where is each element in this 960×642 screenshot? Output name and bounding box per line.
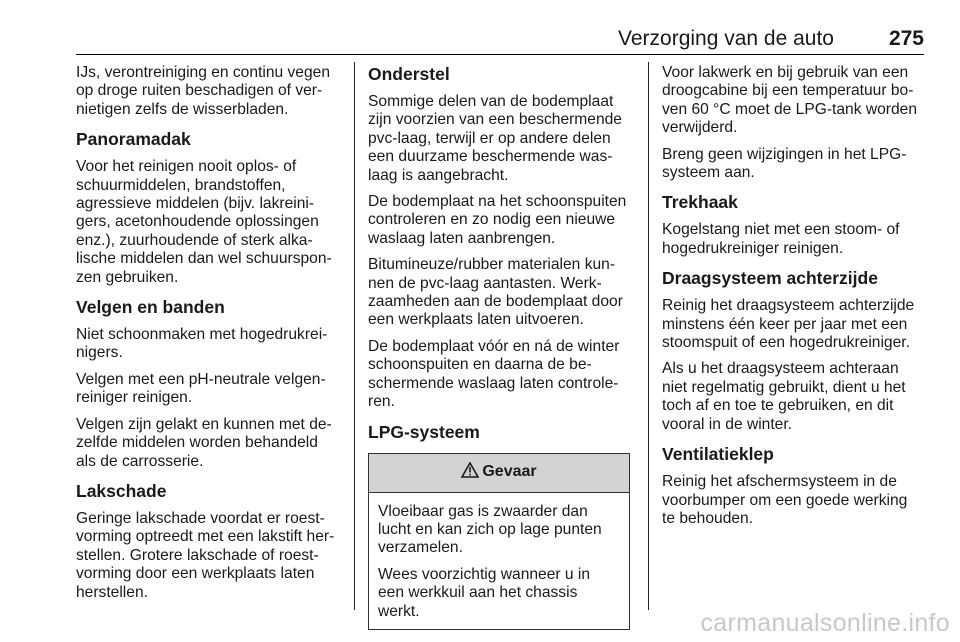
paragraph: Breng geen wijzigingen in het LPG- systeem aan. [662, 145, 907, 182]
heading-lpg: LPG-systeem [368, 421, 480, 442]
paragraph: De bodemplaat na het schoonspuiten controleren en zo nodig een nieuwe waslaag laten aanbrengen. [368, 193, 627, 247]
page-title: Verzorging van de auto [618, 27, 834, 50]
paragraph: Voor het reinigen nooit oplos- of schuurmiddelen, brandstoffen, agressieve middelen (bijv. lakreini- gers, acetonhoudende oplossingen enz.), zuurhoudende of sterk alka- lische middelen dan wel schuurspon- zen gebruiken. [76, 158, 332, 286]
paragraph: Sommige delen van de bodemplaat zijn voorzien van een beschermende pvc-laag, terwijl er op andere delen een duurzame beschermende was- laag is aangebracht. [368, 93, 622, 184]
paragraph: Vloeibaar gas is zwaarder dan lucht en kan zich op lage punten verzamelen. [378, 502, 602, 557]
paragraph: Voor lakwerk en bij gebruik van een droogcabine bij een temperatuur bo- ven 60 °C moet de LPG-tank worden verwijderd. [662, 64, 918, 137]
heading-lakschade: Lakschade [76, 480, 167, 501]
heading-onderstel: Onderstel [368, 64, 450, 84]
column-divider [648, 62, 649, 610]
paragraph: Wees voorzichtig wanneer u in een werkkuil aan het chassis werkt. [378, 565, 591, 620]
column-middle [368, 64, 636, 630]
heading-trekhaak: Trekhaak [662, 192, 738, 213]
intro-paragraph: IJs, verontreiniging en continu vegen op droge ruiten beschadigen of ver- nietigen zelfs de wisserbladen. [76, 64, 330, 118]
paragraph: Reinig het afschermsysteem in de voorbumper om een goede werking te behouden. [662, 473, 908, 527]
paragraph: Kogelstang niet met een stoom- of hogedrukreiniger reinigen. [662, 221, 900, 257]
page-header [76, 24, 924, 55]
warning-triangle-icon [461, 462, 479, 483]
paragraph: Velgen zijn gelakt en kunnen met de- zelfde middelen worden behandeld als de carrosserie. [76, 415, 332, 470]
watermark: carmanualsonline.info [700, 609, 950, 637]
warning-body [369, 493, 629, 629]
column-left [76, 64, 346, 610]
heading-ventilatieklep: Ventilatieklep [662, 444, 774, 465]
heading-draagsysteem: Draagsysteem achterzijde [662, 268, 878, 289]
column-divider [354, 62, 355, 610]
page-number: 275 [888, 27, 924, 50]
heading-velgen: Velgen en banden [76, 297, 225, 318]
paragraph: Reinig het draagsysteem achterzijde minstens één keer per jaar met een stoomspuit of een hogedrukreiniger. [662, 297, 915, 352]
paragraph: Als u het draagsysteem achteraan niet regelmatig gebruikt, dient u het toch af en toe te gebruiken, en dit vooral in de winter. [662, 360, 906, 433]
column-right [662, 64, 932, 536]
heading-panoramadak: Panoramadak [76, 129, 191, 150]
warning-title: Gevaar [482, 463, 537, 481]
paragraph: Niet schoonmaken met hogedrukrei- nigers. [76, 326, 328, 362]
paragraph: De bodemplaat vóór en ná de winter schoonspuiten en daarna de be- schermende waslaag laten controle- ren. [368, 337, 620, 411]
paragraph: Geringe lakschade voordat er roest- vorming optreedt met een lakstift her- stellen. Grotere lakschade of roest- vorming door een werkplaats laten herstellen. [76, 509, 335, 601]
paragraph: Bitumineuze/rubber materialen kun- nen de pvc-laag aantasten. Werk- zaamheden aan de bodemplaat door een werkplaats laten uitvoeren. [368, 256, 623, 329]
warning-header [369, 454, 629, 493]
warning-box [368, 453, 630, 630]
paragraph: Velgen met een pH-neutrale velgen- reiniger reinigen. [76, 370, 326, 407]
